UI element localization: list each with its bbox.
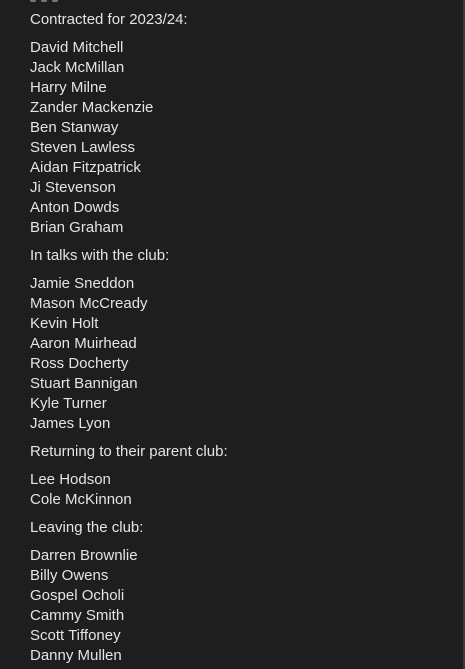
in-talks-players-list: [30, 274, 450, 434]
player-name: Cammy Smith: [30, 607, 125, 624]
player-name: Kyle Turner: [30, 395, 107, 412]
player-name: Steven Lawless: [30, 139, 136, 156]
player-name: Stuart Bannigan: [30, 375, 138, 392]
player-name: Aidan Fitzpatrick: [30, 159, 141, 176]
player-name: Kevin Holt: [30, 315, 99, 332]
player-name: Scott Tiffoney: [30, 627, 121, 644]
section-title-contracted: Contracted for 2023/24:: [30, 11, 188, 28]
player-name: Gospel Ocholi: [30, 587, 125, 604]
player-name: Lee Hodson: [30, 471, 111, 488]
leaving-players-list: [30, 546, 450, 666]
player-name: Danny Mullen: [30, 647, 122, 664]
section-title-returning: Returning to their parent club:: [30, 443, 228, 460]
clipped-previous-line: [30, 0, 230, 2]
player-name: Ben Stanway: [30, 119, 119, 136]
contracted-players-list: [30, 38, 450, 238]
player-name: Zander Mackenzie: [30, 99, 154, 116]
player-name: Jamie Sneddon: [30, 275, 135, 292]
player-name: Ross Docherty: [30, 355, 129, 372]
returning-players-list: [30, 470, 450, 510]
player-name: Aaron Muirhead: [30, 335, 137, 352]
section-title-in-talks: In talks with the club:: [30, 247, 170, 264]
player-name: Mason McCready: [30, 295, 148, 312]
player-name: Harry Milne: [30, 79, 107, 96]
player-name: Anton Dowds: [30, 199, 120, 216]
player-name: Darren Brownlie: [30, 547, 138, 564]
player-name: Cole McKinnon: [30, 491, 132, 508]
player-name: Brian Graham: [30, 219, 124, 236]
section-title-leaving: Leaving the club:: [30, 519, 144, 536]
player-name: David Mitchell: [30, 39, 124, 56]
player-name: James Lyon: [30, 415, 111, 432]
player-name: Billy Owens: [30, 567, 109, 584]
player-name: Jack McMillan: [30, 59, 125, 76]
player-status-list: [30, 10, 450, 666]
player-name: Ji Stevenson: [30, 179, 116, 196]
